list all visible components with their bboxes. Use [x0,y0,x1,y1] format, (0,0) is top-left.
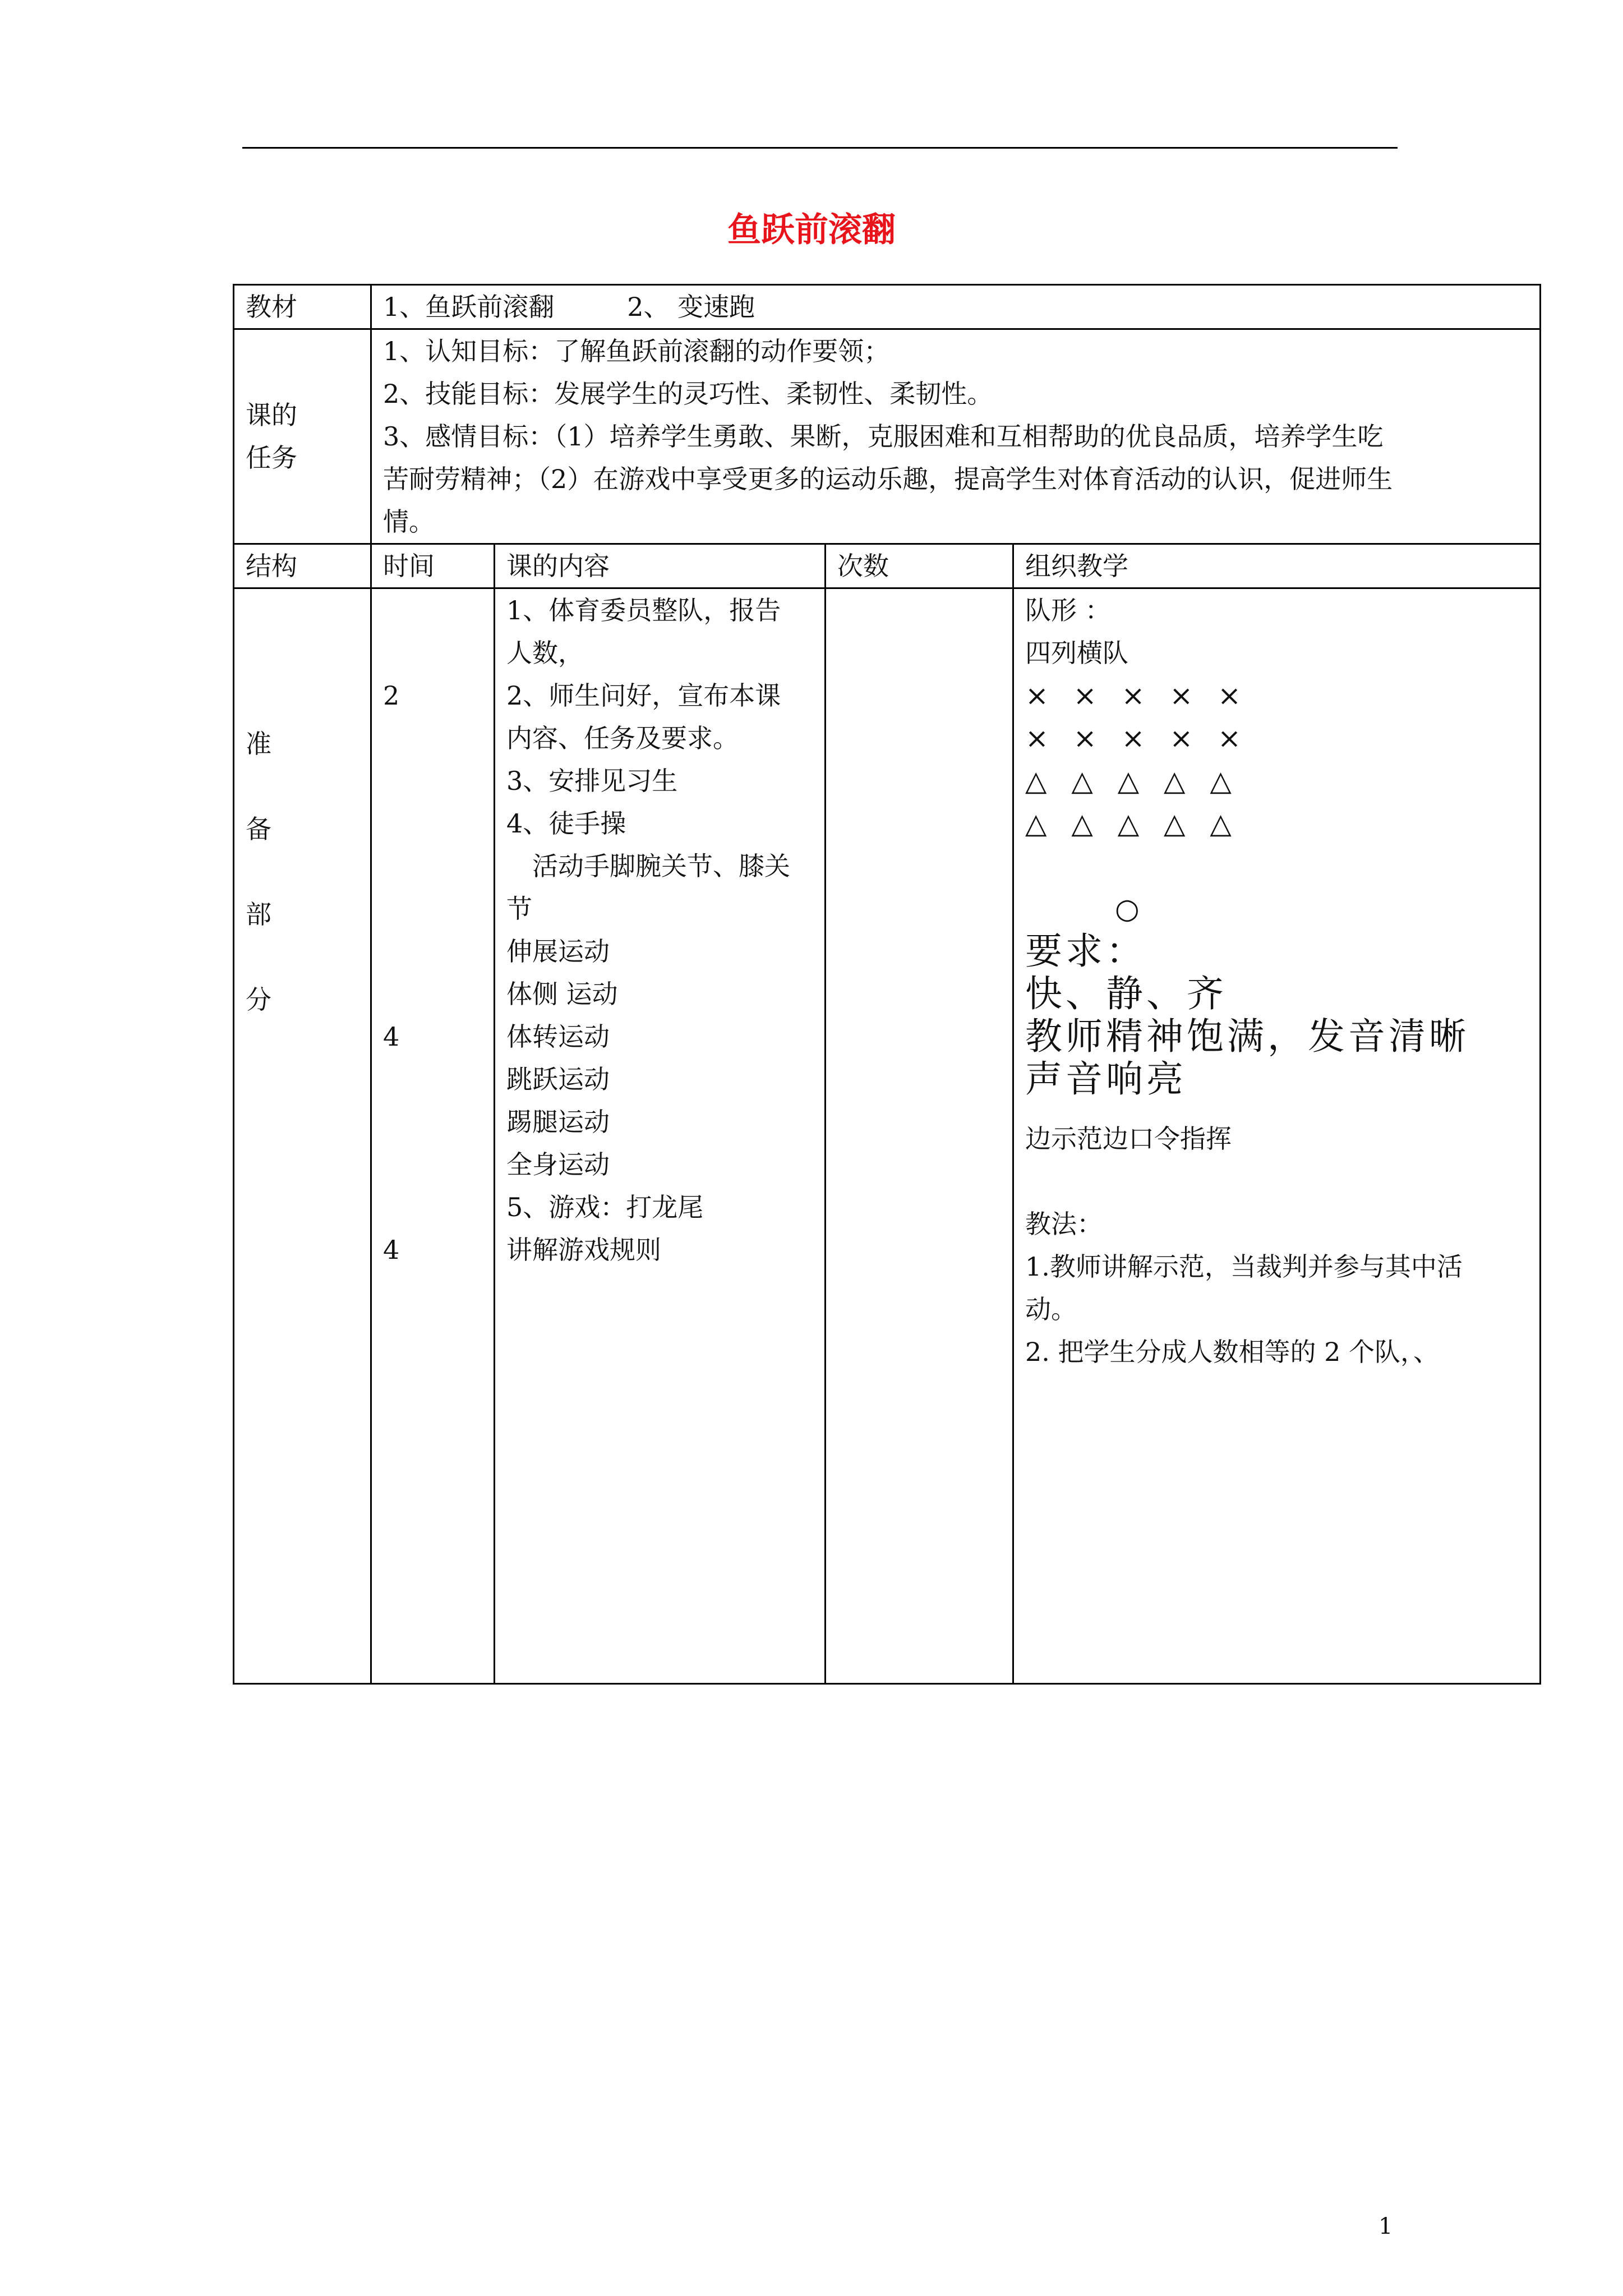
column-header-structure: 结构 [234,544,371,588]
lesson-tasks-content [371,329,1541,544]
formation-row-students: × × × × × [1025,679,1249,712]
formation-row-students: △ △ △ △ △ [1025,807,1239,840]
requirements-line: 声音响亮 [1025,1057,1187,1101]
requirements-line: 快、静、齐 [1025,972,1227,1015]
preparation-label-char: 准 [246,729,271,759]
lesson-tasks-label-line-2: 任务 [246,443,297,473]
column-header-organization: 组织教学 [1013,544,1541,588]
preparation-label-char: 部 [246,899,271,930]
content-line: 5、游戏：打龙尾 [506,1192,704,1222]
lesson-task-line: 1、认知目标：了解鱼跃前滚翻的动作要领； [383,336,890,366]
content-line: 踢腿运动 [506,1107,610,1137]
content-line: 跳跃运动 [506,1064,610,1094]
teaching-method-line: 2. 把学生分成人数相等的 2 个队，、 [1025,1337,1440,1367]
formation-row-students: × × × × × [1025,722,1249,754]
time-value: 4 [383,1235,400,1265]
content-line: 2、师生问好，宣布本课 [506,680,781,711]
teaching-material-content [371,285,1541,329]
teaching-method-line: 动。 [1025,1294,1077,1324]
formation-label: 队形 ： [1025,595,1111,625]
preparation-repetitions-cell [826,588,1013,1684]
command-instruction: 边示范边口令指挥 [1025,1124,1232,1154]
content-line: 人数， [506,638,584,668]
teaching-material-item-1: 1、鱼跃前滚翻 [383,292,555,322]
lesson-tasks-label-line-1: 课的 [246,400,297,430]
lesson-task-line: 情。 [383,507,435,537]
requirements-line: 教师精神饱满，发音清晰 [1025,1015,1469,1058]
content-line: 内容、任务及要求。 [506,723,739,753]
preparation-section-label [234,588,371,1684]
table-row-preparation [234,588,1541,1684]
content-line: 讲解游戏规则 [506,1235,661,1265]
teaching-material-item-2: 2、 变速跑 [627,292,755,322]
teaching-method-label: 教法： [1025,1209,1103,1239]
table-row-lesson-tasks [234,329,1541,544]
lesson-plan-table [233,284,1541,1685]
preparation-content-cell [495,588,826,1684]
requirements-title: 要求： [1025,930,1146,973]
lesson-task-line: 苦耐劳精神；（2）在游戏中享受更多的运动乐趣，提高学生对体育活动的认识，促进师生 [383,464,1393,494]
teacher-position-marker: ○ [1115,892,1147,925]
preparation-label-char: 分 [246,984,271,1015]
content-line: 3、安排见习生 [506,766,678,796]
table-header-row [234,544,1541,588]
formation-row-students: △ △ △ △ △ [1025,765,1239,797]
lesson-tasks-label [234,329,371,544]
time-value: 2 [383,680,400,711]
preparation-time-cell [371,588,495,1684]
lesson-task-line: 3、感情目标：（1）培养学生勇敢、果断，克服困难和互相帮助的优良品质，培养学生吃 [383,421,1384,452]
table-row-teaching-material [234,285,1541,329]
preparation-label-char: 备 [246,814,271,844]
content-line: 1、体育委员整队，报告 [506,595,781,625]
formation-name: 四列横队 [1025,638,1128,668]
teaching-material-label: 教材 [234,285,371,329]
content-line: 活动手脚腕关节、膝关 [532,851,790,881]
page-number: 1 [1378,2214,1393,2239]
content-line: 体转运动 [506,1022,610,1052]
content-line: 伸展运动 [506,936,610,967]
preparation-organization-cell [1013,588,1541,1684]
header-rule [242,147,1398,149]
column-header-repetitions: 次数 [826,544,1013,588]
content-line: 4、徒手操 [506,808,626,839]
column-header-content: 课的内容 [495,544,826,588]
time-value: 4 [383,1022,400,1052]
page-title: 鱼跃前滚翻 [727,210,896,250]
teaching-method-line: 1.教师讲解示范，当裁判并参与其中活 [1025,1251,1463,1282]
content-line: 全身运动 [506,1149,610,1180]
column-header-time: 时间 [371,544,495,588]
lesson-task-line: 2、技能目标：发展学生的灵巧性、柔韧性、柔韧性。 [383,379,993,409]
content-line: 节 [506,894,532,924]
content-line: 体侧 运动 [506,979,618,1009]
